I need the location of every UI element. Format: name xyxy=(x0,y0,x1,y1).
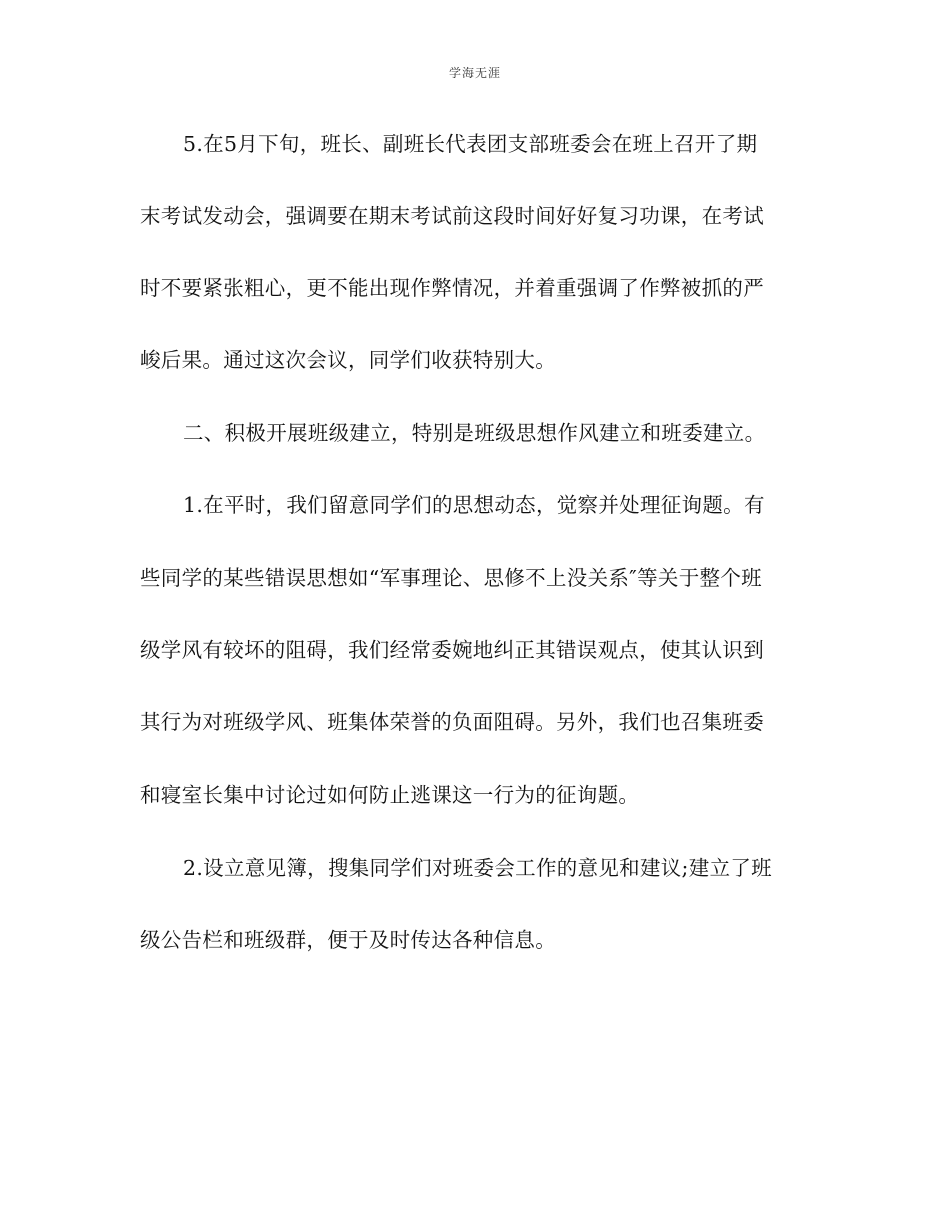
paragraph-line: 峻后果。通过这次会议，同学们收获特别大。 xyxy=(140,348,556,372)
paragraph-line: 1.在平时，我们留意同学们的思想动态，觉察并处理征询题。有 xyxy=(183,493,765,517)
paragraph-line: 5.在5月下旬，班长、副班长代表团支部班委会在班上召开了期 xyxy=(183,132,758,156)
paragraph-line: 2.设立意见簿，搜集同学们对班委会工作的意见和建议;建立了班 xyxy=(183,856,772,880)
paragraph-line: 其行为对班级学风、班集体荣誉的负面阻碍。另外，我们也召集班委 xyxy=(140,710,764,734)
paragraph-line: 末考试发动会，强调要在期末考试前这段时间好好复习功课，在考试 xyxy=(140,204,764,228)
page-header: 学海无涯 xyxy=(448,66,501,80)
section-heading: 二、积极开展班级建立，特别是班级思想作风建立和班委建立。 xyxy=(183,421,766,445)
paragraph-line: 和寝室长集中讨论过如何防止逃课这一行为的征询题。 xyxy=(140,783,640,807)
paragraph-line: 些同学的某些错误思想如“军事理论、思修不上没关系″等关于整个班 xyxy=(140,566,762,590)
paragraph-line: 时不要紧张粗心，更不能出现作弊情况，并着重强调了作弊被抓的严 xyxy=(140,276,764,300)
paragraph-line: 级学风有较坏的阻碍，我们经常委婉地纠正其错误观点，使其认识到 xyxy=(140,638,764,662)
paragraph-line: 级公告栏和班级群，便于及时传达各种信息。 xyxy=(140,928,556,952)
